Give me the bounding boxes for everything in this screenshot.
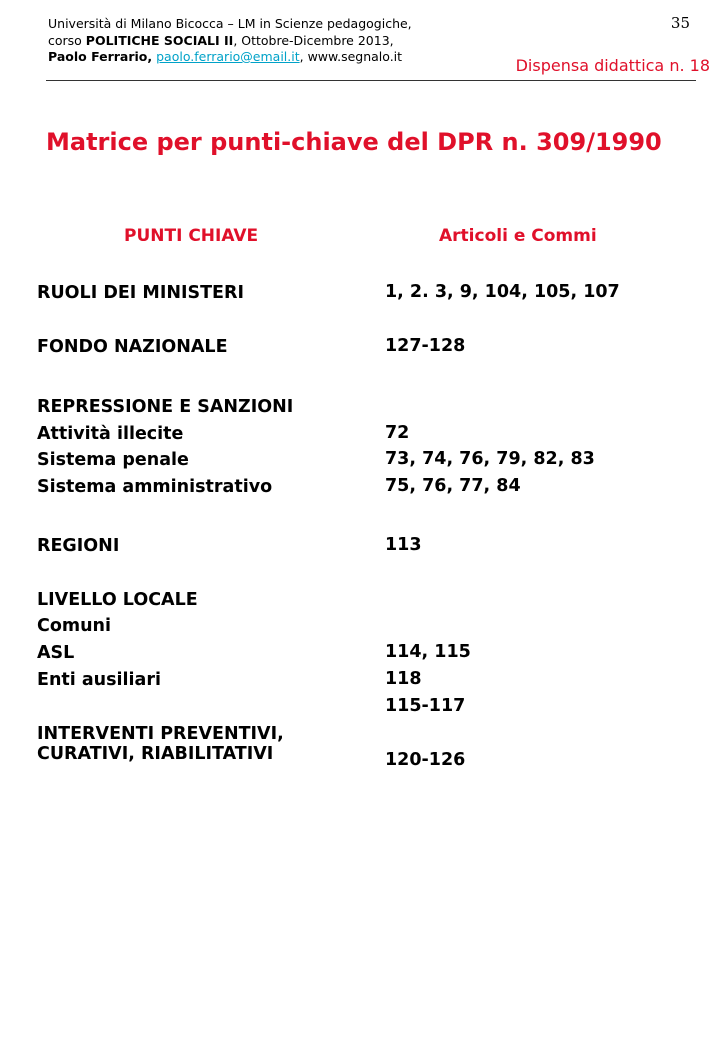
header-website: , www.segnalo.it	[299, 49, 403, 64]
dispensa-label: Dispensa didattica n. 18	[515, 56, 710, 75]
column-header-articles: Articoli e Commi	[439, 226, 597, 246]
row-label-livello-locale: LIVELLO LOCALE	[37, 590, 198, 610]
row-label-attivita-illecite: Attività illecite	[37, 424, 184, 444]
row-label-sistema-penale: Sistema penale	[37, 450, 189, 470]
row-value-attivita-illecite: 72	[385, 423, 410, 443]
row-label-sistema-amministrativo: Sistema amministrativo	[37, 477, 273, 497]
row-value-comuni-extra: 115-117	[385, 696, 466, 716]
row-value-ruoli-ministeri: 1, 2. 3, 9, 104, 105, 107	[385, 282, 620, 302]
header-author-line	[48, 49, 402, 64]
header-author: Paolo Ferrario,	[48, 49, 153, 64]
header-course	[48, 33, 394, 48]
row-label-repressione-sanzioni: REPRESSIONE E SANZIONI	[37, 397, 294, 417]
header-course-prefix: corso	[48, 33, 86, 48]
row-value-interventi: 120-126	[385, 750, 466, 770]
page-title: Matrice per punti-chiave del DPR n. 309/1990	[46, 128, 662, 156]
header-divider	[46, 80, 696, 81]
row-label-curativi-riabilitativi: CURATIVI, RIABILITATIVI	[37, 744, 274, 764]
header-course-name: POLITICHE SOCIALI II	[85, 33, 234, 48]
page-number: 35	[670, 14, 690, 32]
row-value-sistema-amministrativo: 75, 76, 77, 84	[385, 476, 521, 496]
row-label-asl: ASL	[37, 643, 75, 663]
row-label-regioni: REGIONI	[37, 536, 120, 556]
row-value-enti-ausiliari: 118	[385, 669, 422, 689]
row-value-regioni: 113	[385, 535, 422, 555]
row-label-interventi-preventivi: INTERVENTI PREVENTIVI,	[37, 724, 284, 744]
header-email-link[interactable]: paolo.ferrario@email.it	[156, 49, 300, 64]
header-course-dates: , Ottobre-Dicembre 2013,	[233, 33, 394, 48]
row-value-sistema-penale: 73, 74, 76, 79, 82, 83	[385, 449, 595, 469]
row-value-asl: 114, 115	[385, 642, 471, 662]
row-label-enti-ausiliari: Enti ausiliari	[37, 670, 161, 690]
row-label-ruoli-ministeri: RUOLI DEI MINISTERI	[37, 283, 244, 303]
column-header-key-points: PUNTI CHIAVE	[124, 226, 259, 246]
row-label-fondo-nazionale: FONDO NAZIONALE	[37, 337, 228, 357]
header-institution: Università di Milano Bicocca – LM in Scienze pedagogiche,	[48, 16, 412, 31]
row-label-comuni: Comuni	[37, 616, 112, 636]
row-value-fondo-nazionale: 127-128	[385, 336, 466, 356]
